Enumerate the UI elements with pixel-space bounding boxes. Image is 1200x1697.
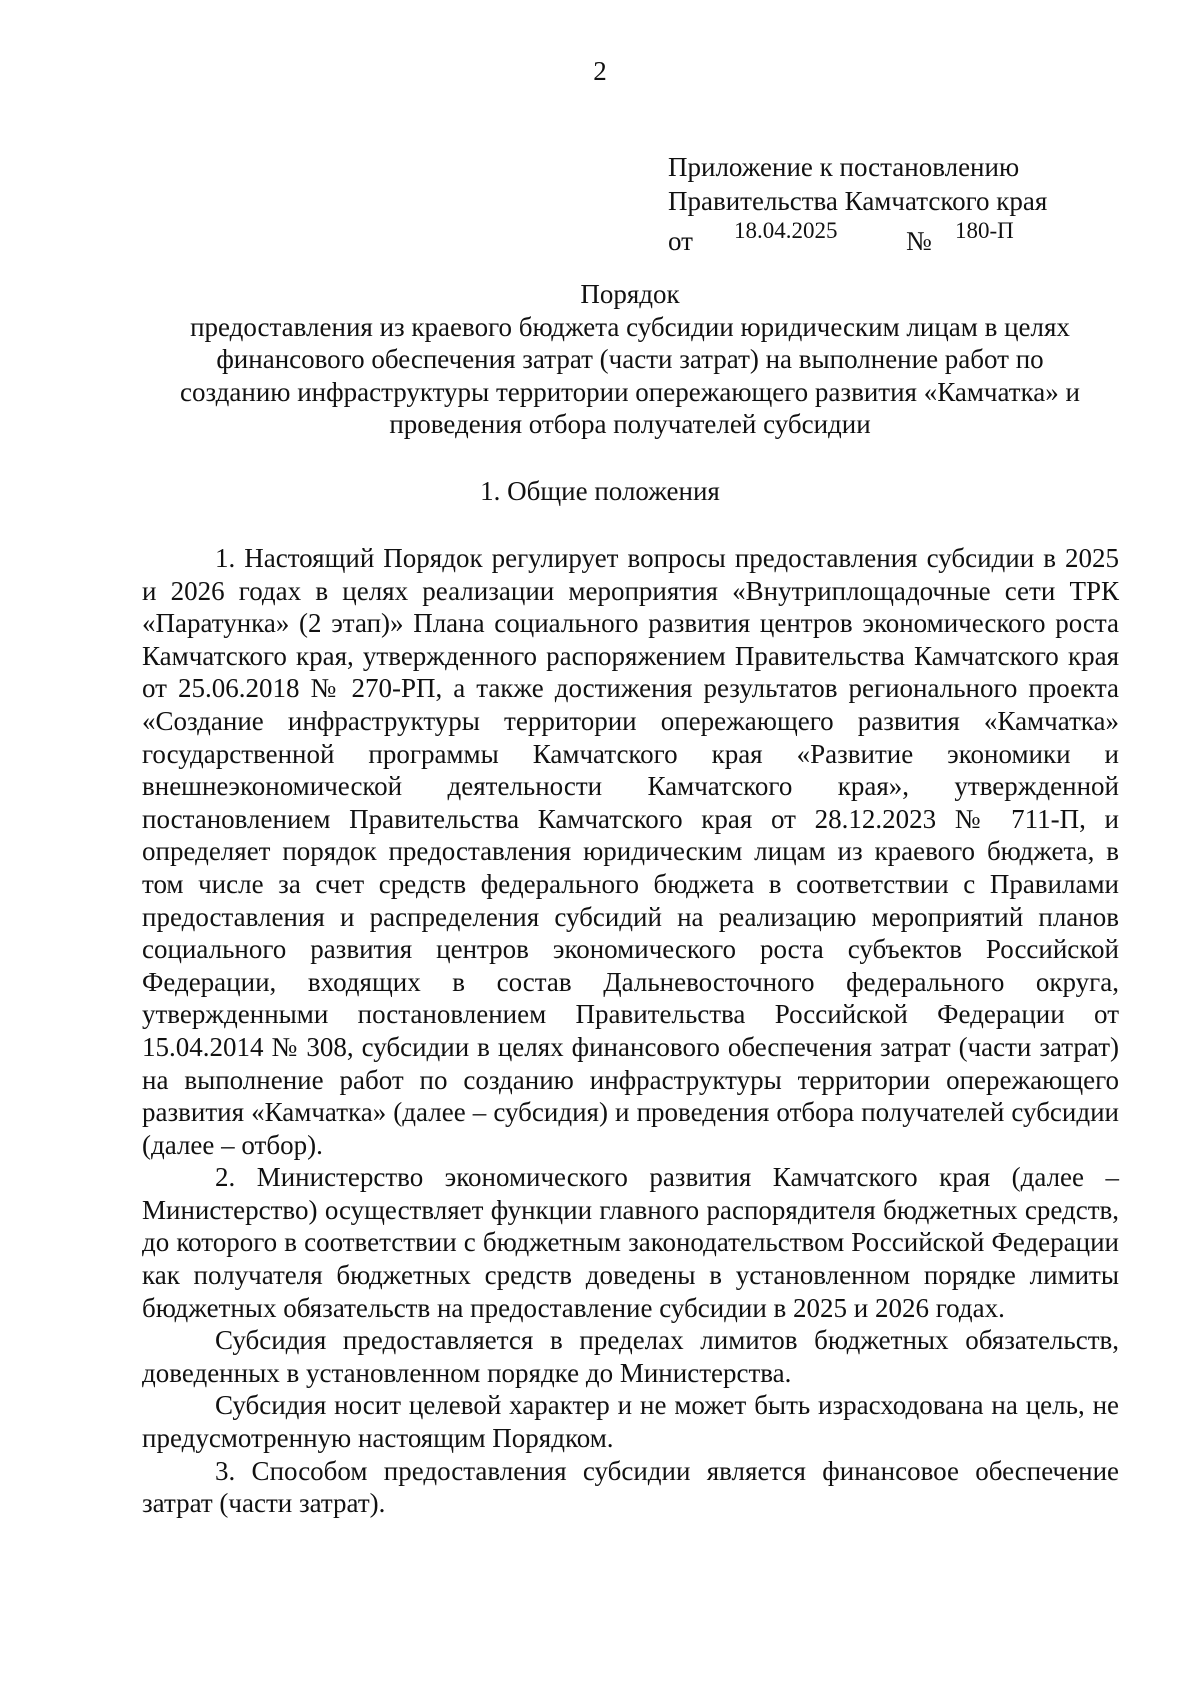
title-line-2: предоставления из краевого бюджета субсидии юридическим лицам в целях xyxy=(190,311,1070,342)
paragraph-2: 2. Министерство экономического развития Камчатского края (далее – Министерство) осуществляет функции главного распорядителя бюджетных средств, до которого в соответствии с бюджетным законодательством Российской Федерации как получателя бюджетных средств доведены в установленном порядке лимиты бюджетных обязательств на предоставление субсидии в 2025 и 2026 годах. xyxy=(142,1162,1119,1323)
paragraph-4: Субсидия носит целевой характер и не может быть израсходована на цель, не предусмотренную настоящим Порядком. xyxy=(142,1390,1119,1454)
section-heading: 1. Общие положения xyxy=(480,476,720,506)
appendix-date-row xyxy=(668,218,1047,254)
document-title xyxy=(140,278,1120,441)
paragraph-5: 3. Способом предоставления субсидии является финансовое обеспечение затрат (части затрат). xyxy=(142,1455,1119,1519)
resolution-date: 18.04.2025 xyxy=(734,218,838,243)
paragraph-1: 1. Настоящий Порядок регулирует вопросы предоставления субсидии в 2025 и 2026 годах в целях реализации мероприятия «Внутриплощадочные сети ТРК «Паратунка» (2 этап)» Плана социального развития центров экономического роста Камчатского края, утвержденного распоряжением Правительства Камчатского края от 25.06.2018 № 270-РП, а также достижения результатов регионального проекта «Создание инфраструктуры территории опережающего развития «Камчатка» государственной программы Камчатского края «Развитие экономики и внешнеэкономической деятельности Камчатского края», утвержденной постановлением Правительства Камчатского края от 28.12.2023 № 711-П, и определяет порядок предоставления юридическим лицам из краевого бюджета, в том числе за счет средств федерального бюджета в соответствии с Правилами предоставления и распределения субсидий на реализацию мероприятий планов социального развития центров экономического роста субъектов Российской Федерации, входящих в состав Дальневосточного федерального округа, утвержденными постановлением Правительства Российской Федерации от 15.04.2014 № 308, субсидии в целях финансового обеспечения затрат (части затрат) на выполнение работ по созданию инфраструктуры территории опережающего развития «Камчатка» (далее – субсидия) и проведения отбора получателей субсидии (далее – отбор). xyxy=(142,543,1119,1160)
appendix-line-1: Приложение к постановлению xyxy=(668,152,1020,182)
paragraph-3: Субсидия предоставляется в пределах лимитов бюджетных обязательств, доведенных в установленном порядке до Министерства. xyxy=(142,1325,1119,1388)
title-line-5: проведения отбора получателей субсидии xyxy=(389,409,871,439)
title-line-4: созданию инфраструктуры территории опережающего развития «Камчатка» и xyxy=(180,376,1080,407)
resolution-number: 180-П xyxy=(955,218,1014,243)
ot-label: от xyxy=(668,226,693,256)
page-number: 2 xyxy=(593,56,607,86)
appendix-line-2: Правительства Камчатского края xyxy=(668,186,1048,216)
appendix-block xyxy=(668,150,1047,254)
title-line-1: Порядок xyxy=(580,279,680,309)
body-text xyxy=(142,542,1119,1520)
number-sign: № xyxy=(906,226,932,256)
title-line-3: финансового обеспечения затрат (части затрат) на выполнение работ по xyxy=(216,344,1044,374)
